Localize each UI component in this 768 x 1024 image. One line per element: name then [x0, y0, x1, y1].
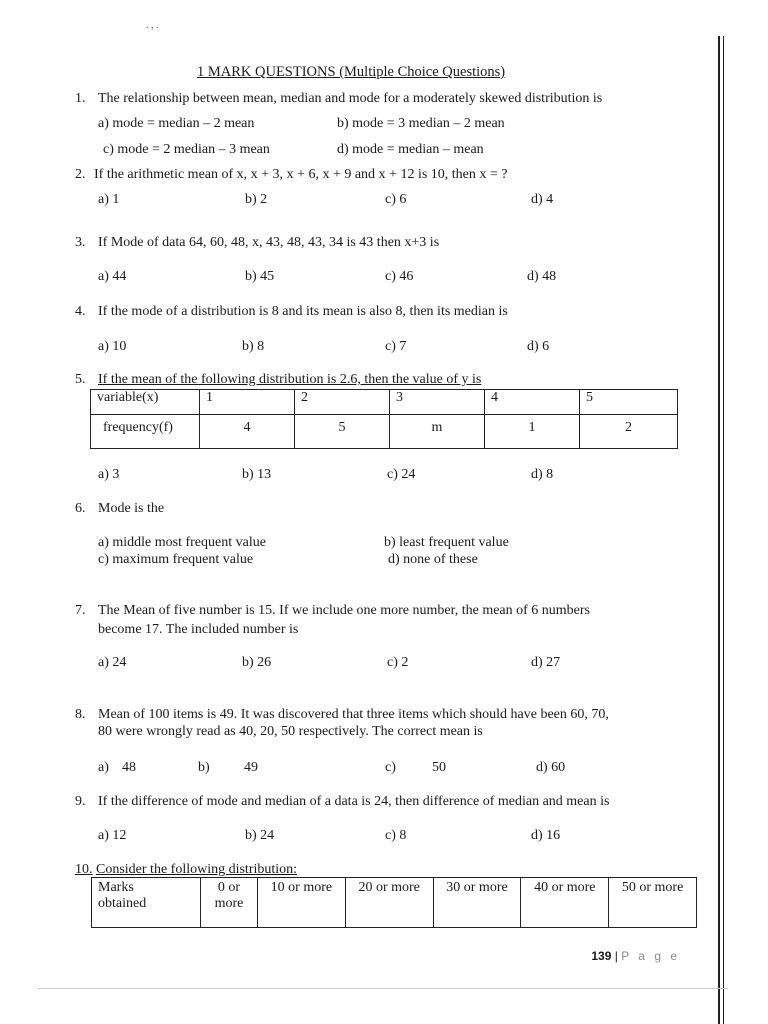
question-text: The relationship between mean, median and mode for a moderately skewed distribution is [98, 91, 603, 106]
question-text: If Mode of data 64, 60, 48, x, 43, 48, 43, 34 is 43 then x+3 is [98, 235, 440, 250]
question-text-continued: become 17. The included number is [98, 622, 299, 637]
table-row [92, 878, 697, 928]
option: d) 60 [536, 760, 566, 775]
table-cell: 1 [200, 390, 295, 415]
option: d) 48 [527, 269, 557, 284]
question-text: Mean of 100 items is 49. It was discovered that three items which should have been 60, 70, [98, 707, 609, 722]
cell-line: obtained [98, 896, 147, 911]
option: c) mode = 2 median – 3 mean [103, 142, 270, 157]
cell-line: Marks [98, 880, 134, 895]
table-row [91, 415, 678, 449]
option: b) 8 [242, 339, 265, 354]
option: d) 8 [531, 467, 554, 482]
question-text: If the difference of mode and median of a data is 24, then difference of median and mean is [98, 794, 610, 809]
option-letter: a) [98, 760, 109, 775]
frequency-table [90, 389, 678, 449]
table-cell: m [390, 415, 485, 449]
question-number: 7. [75, 603, 86, 618]
option: b) 13 [242, 467, 272, 482]
table-cell: frequency(f) [91, 415, 200, 449]
table-cell: 40 or more [521, 878, 609, 928]
table-cell: 20 or more [345, 878, 433, 928]
question-number: 5. [75, 372, 86, 387]
footer-separator: | [614, 949, 618, 963]
option: a) 24 [98, 655, 127, 670]
option-value: 50 [432, 760, 446, 775]
option: a) 1 [98, 192, 120, 207]
question-text: If the mode of a distribution is 8 and its mean is also 8, then its median is [98, 304, 508, 319]
option: c) 8 [385, 828, 407, 843]
question-text: If the arithmetic mean of x, x + 3, x + 6, x + 9 and x + 12 is 10, then x = ? [94, 167, 508, 182]
option: a) middle most frequent value [98, 535, 266, 550]
option-value: 49 [244, 760, 258, 775]
option: b) 45 [245, 269, 275, 284]
cell-line: 0 or [217, 880, 241, 895]
question-number: 2. [75, 167, 86, 182]
option: a) 12 [98, 828, 127, 843]
option: a) mode = median – 2 mean [98, 116, 255, 131]
page-border-right-inner [723, 36, 724, 1024]
question-number: 9. [75, 794, 86, 809]
table-cell: 1 [485, 415, 580, 449]
option: b) 26 [242, 655, 272, 670]
option: c) 46 [385, 269, 414, 284]
question-text: If the mean of the following distribution is 2.6, then the value of y is [98, 372, 482, 387]
option: b) 2 [245, 192, 268, 207]
option: c) 6 [385, 192, 407, 207]
option: d) 6 [527, 339, 550, 354]
table-cell [201, 878, 258, 928]
option: c) maximum frequent value [98, 552, 254, 567]
option-value: 48 [122, 760, 136, 775]
option: c) 2 [387, 655, 409, 670]
option: a) 10 [98, 339, 127, 354]
question-number: 4. [75, 304, 86, 319]
option-letter: b) [198, 760, 210, 775]
question-text: Consider the following distribution: [96, 862, 298, 877]
footer-divider [38, 988, 728, 989]
table-cell: 2 [580, 415, 678, 449]
option: b) mode = 3 median – 2 mean [337, 116, 505, 131]
table-cell [92, 878, 201, 928]
question-text-continued: 80 were wrongly read as 40, 20, 50 respectively. The correct mean is [98, 724, 483, 739]
option: d) 16 [531, 828, 561, 843]
question-number: 3. [75, 235, 86, 250]
table-cell: 2 [295, 390, 390, 415]
page-number: 139 [591, 949, 612, 963]
table-cell: 5 [580, 390, 678, 415]
option: c) 7 [385, 339, 407, 354]
table-cell: 50 or more [609, 878, 697, 928]
question-number: 1. [75, 91, 86, 106]
cell-line: more [214, 896, 244, 911]
table-cell: 4 [485, 390, 580, 415]
header-mark: . , . [146, 20, 159, 31]
option: c) 24 [387, 467, 416, 482]
option: b) 24 [245, 828, 275, 843]
table-cell: 4 [200, 415, 295, 449]
page-label: P a g e [621, 949, 680, 963]
table-cell: 3 [390, 390, 485, 415]
option: a) 3 [98, 467, 120, 482]
section-title: 1 MARK QUESTIONS (Multiple Choice Questions) [197, 64, 506, 80]
question-text: The Mean of five number is 15. If we include one more number, the mean of 6 numbers [98, 603, 591, 618]
option: d) mode = median – mean [337, 142, 484, 157]
option: b) least frequent value [384, 535, 509, 550]
table-cell: 30 or more [433, 878, 521, 928]
option-letter: c) [385, 760, 396, 775]
option: a) 44 [98, 269, 127, 284]
question-number: 6. [75, 501, 86, 516]
question-number: 10. [75, 862, 93, 877]
page-footer [591, 949, 680, 963]
table-cell: variable(x) [91, 390, 200, 415]
option: d) none of these [388, 552, 478, 567]
option: d) 27 [531, 655, 561, 670]
table-row [91, 390, 678, 415]
page-border-right-outer [718, 36, 720, 1024]
marks-table [91, 877, 697, 928]
question-text: Mode is the [98, 501, 165, 516]
question-number: 8. [75, 707, 86, 722]
table-cell: 10 or more [258, 878, 346, 928]
option: d) 4 [531, 192, 554, 207]
table-cell: 5 [295, 415, 390, 449]
